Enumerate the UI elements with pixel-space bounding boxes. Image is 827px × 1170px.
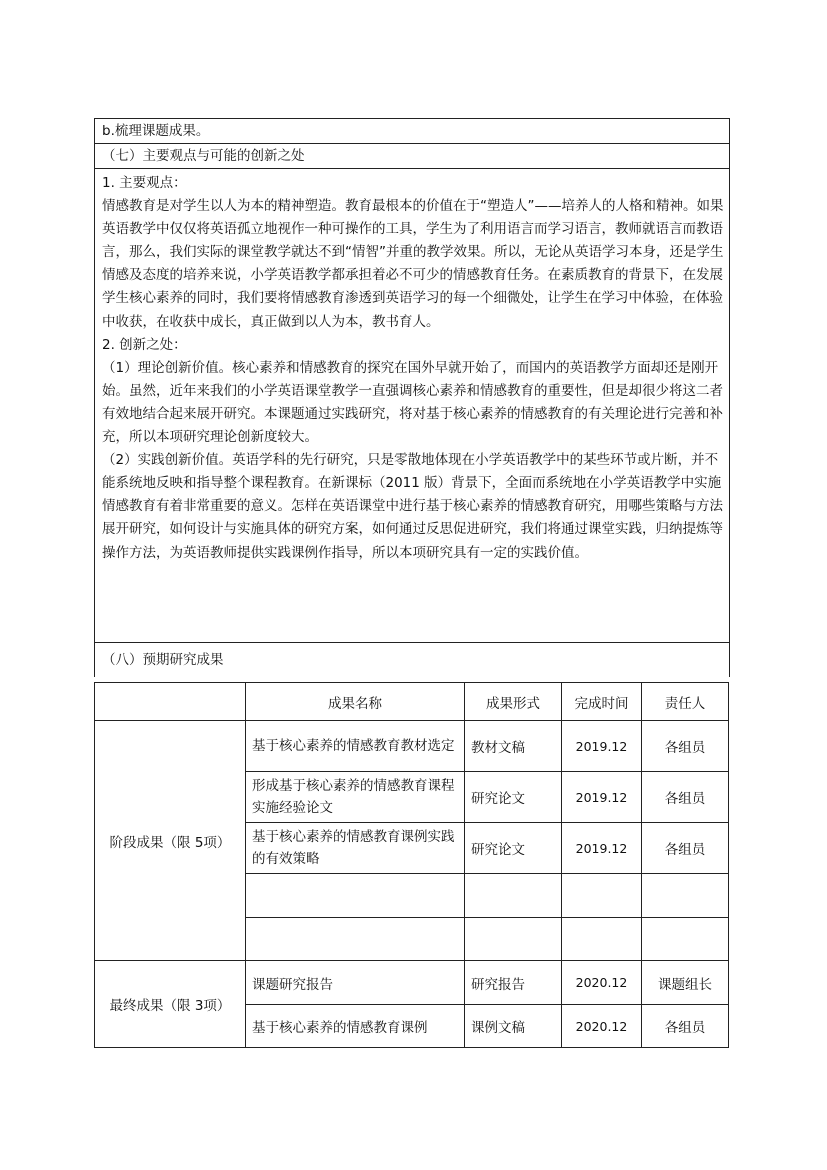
table-row <box>95 721 729 772</box>
result-name: 课题研究报告 <box>246 961 465 1005</box>
result-owner <box>642 874 729 918</box>
result-time: 2019.12 <box>562 772 642 823</box>
result-owner: 各组员 <box>642 772 729 823</box>
theory-innovation-text: （1）理论创新价值。核心素养和情感教育的探究在国外早就开始了，而国内的英语教学方面却还是刚开始。虽然，近年来我们的小学英语课堂教学一直强调核心素养和情感教育的重要性，但是却很少将这二者有效地结合起来展开研究。本课题通过实践研究，将对基于核心素养的情感教育的有关理论进行完善和补充，所以本项研究理论创新度较大。 <box>102 359 723 446</box>
header-owner: 责任人 <box>642 683 729 721</box>
result-time: 2020.12 <box>562 1005 642 1048</box>
section-b-line: b.梳理课题成果。 <box>95 119 729 144</box>
section-7-body <box>95 169 729 643</box>
header-time: 完成时间 <box>562 683 642 721</box>
result-form: 研究论文 <box>465 823 562 874</box>
result-form <box>465 918 562 961</box>
final-results-label: 最终成果（限 3项） <box>95 961 246 1048</box>
result-owner: 课题组长 <box>642 961 729 1005</box>
section-8-title: （八）预期研究成果 <box>102 652 224 668</box>
research-form <box>94 118 730 677</box>
result-time: 2020.12 <box>562 961 642 1005</box>
result-owner: 各组员 <box>642 823 729 874</box>
header-name: 成果名称 <box>246 683 465 721</box>
table-row <box>95 961 729 1005</box>
result-name <box>246 874 465 918</box>
main-points-heading: 1. 主要观点： <box>102 175 187 191</box>
result-name <box>246 918 465 961</box>
result-form: 研究论文 <box>465 772 562 823</box>
result-owner: 各组员 <box>642 721 729 772</box>
result-time <box>562 874 642 918</box>
result-form: 研究报告 <box>465 961 562 1005</box>
result-name: 基于核心素养的情感教育教材选定 <box>246 721 465 772</box>
header-blank <box>95 683 246 721</box>
expected-results-table <box>94 682 729 1048</box>
result-time <box>562 918 642 961</box>
result-time: 2019.12 <box>562 721 642 772</box>
result-form: 教材文稿 <box>465 721 562 772</box>
section-7-title: （七）主要观点与可能的创新之处 <box>95 144 729 169</box>
result-time: 2019.12 <box>562 823 642 874</box>
result-owner: 各组员 <box>642 1005 729 1048</box>
stage-results-label: 阶段成果（限 5项） <box>95 721 246 961</box>
result-owner <box>642 918 729 961</box>
result-form <box>465 874 562 918</box>
result-name: 形成基于核心素养的情感教育课程实施经验论文 <box>246 772 465 823</box>
result-name: 基于核心素养的情感教育课例实践的有效策略 <box>246 823 465 874</box>
table-header-row <box>95 683 729 721</box>
result-form: 课例文稿 <box>465 1005 562 1048</box>
header-form: 成果形式 <box>465 683 562 721</box>
result-name: 基于核心素养的情感教育课例 <box>246 1005 465 1048</box>
innovation-heading: 2. 创新之处： <box>102 336 187 353</box>
main-points-text: 情感教育是对学生以人为本的精神塑造。教育最根本的价值在于“塑造人”——培养人的人格和精神。如果英语教学中仅仅将英语孤立地视作一种可操作的工具，学生为了利用语言而学习语言，教师就语言而教语言，那么，我们实际的课堂教学就达不到“情智”并重的教学效果。所以，无论从英语学习本身，还是学生情感及态度的培养来说，小学英语教学都承担着必不可少的情感教育任务。在素质教育的背景下，在发展学生核心素养的同时，我们要将情感教育渗透到英语学习的每一个细微处，让学生在学习中体验，在体验中收获，在收获中成长，真正做到以人为本，教书育人。 <box>102 198 724 330</box>
practice-innovation-text: （2）实践创新价值。英语学科的先行研究，只是零散地体现在小学英语教学中的某些环节或片断，并不能系统地反映和指导整个课程教育。在新课标（2011 版）背景下，全面而系统地在小学英语教学中实施情感教育有着非常重要的意义。怎样在英语课堂中进行基于核心素养的情感教育研究，用哪些策略与方法展开研究，如何设计与实施具体的研究方案，如何通过反思促进研究，我们将通过课堂实践，归纳提炼等操作方法，为英语教师提供实践课例作指导，所以本项研究具有一定的实践价值。 <box>102 452 723 561</box>
